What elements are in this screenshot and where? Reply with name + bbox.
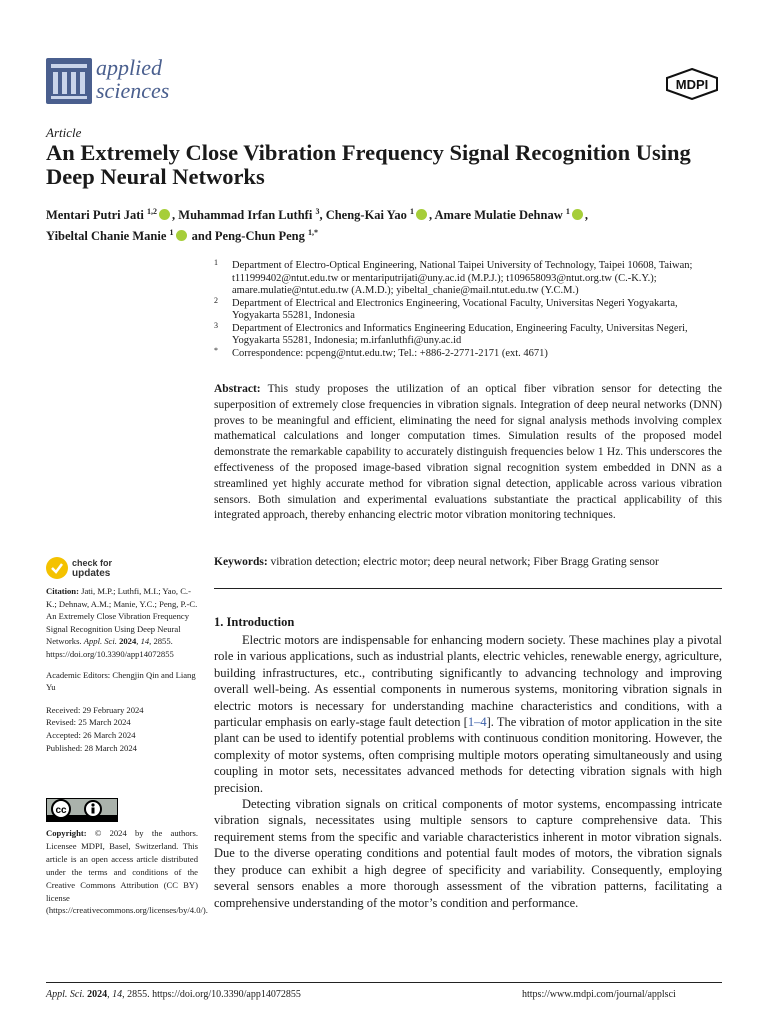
affiliation-text: Department of Electronics and Informatics Engineering Education, Engineering Faculty, Universitas Negeri, Yogyakarta 55281, Indonesia; m.irfanluthfi@uny.ac.id: [232, 322, 688, 346]
author-affiliation-mark: 3: [315, 207, 320, 216]
paragraph-text: ]. The vibration of motor application in the site plant can be used to identify potential problems with continuous condition monitoring. However, the complexity of motor systems, often comprising multiple motors operating simultaneously and using coupling in motor sets, necessitates advanced methods for detecting vibration signals with high precision.: [214, 715, 722, 795]
section-heading: 1. Introduction: [214, 615, 295, 629]
journal-logo-icon: [46, 58, 92, 104]
author-affiliation-mark: 1: [409, 207, 414, 216]
check-for-updates-button[interactable]: [46, 557, 166, 581]
author-name: , Amare Mulatie Dehnaw: [428, 208, 566, 223]
check-updates-line2: updates: [72, 568, 111, 579]
affiliation-mark: 1: [214, 258, 218, 267]
affiliation-text: Department of Electro-Optical Engineering, National Taipei University of Technology, Taipei 10608, Taiwan; t111999402@ntut.edu.tw or mentariputrijati@uny.ac.id (M.P.J.); t109658093@ntut.org.tw (C.-K.Y.); amare.mulatie@ntut.edu.tw (A.M.D.); yibeltal_chanie@mail.ntut.edu.tw (Y.C.M.): [232, 260, 693, 296]
journal-name-line1: applied: [96, 55, 162, 80]
orcid-icon[interactable]: [572, 209, 583, 220]
academic-editors: Academic Editors: Chengjin Qin and Liang Yu: [46, 669, 196, 693]
author-name: Yibeltal Chanie Manie: [46, 229, 170, 244]
date-revised: Revised: 25 March 2024: [46, 717, 131, 728]
section-divider: [214, 588, 722, 589]
affiliation-item: [214, 260, 724, 298]
footer-volume: 14: [112, 989, 123, 1000]
citation-doi: , 2855. https://doi.org/10.3390/app14072855: [46, 636, 174, 659]
abstract: [214, 382, 722, 524]
check-updates-label: [72, 559, 112, 579]
orcid-icon[interactable]: [159, 209, 170, 220]
affiliation-text: Correspondence: pcpeng@ntut.edu.tw; Tel.: +886-2-2771-2171 (ext. 4671): [232, 347, 548, 359]
date-accepted: Accepted: 26 March 2024: [46, 729, 136, 740]
check-updates-icon: [46, 557, 68, 579]
keywords: [214, 555, 722, 570]
author-name: and Peng-Chun Peng: [188, 229, 308, 244]
author-affiliation-mark: 1: [565, 207, 570, 216]
affiliation-mark: 3: [214, 320, 218, 330]
author-list: Mentari Putri Jati $^{1,2}$ , Muhammad Irfan Luthfi $^3$, Cheng-Kai Yao $^1$ , Amare Mulatie Dehnaw $^1$ , Yibeltal Chanie Manie $^1$ and Peng-Chun Peng $^{1,*}$: [46, 207, 588, 244]
affiliation-item: [214, 320, 724, 348]
copyright-text: © 2024 by the authors. Licensee MDPI, Basel, Switzerland. This article is an open access article distributed under the terms and conditions of the Creative Commons Attribution (CC BY) license (https://creativecommons.org/licenses/by/4.0/).: [46, 828, 208, 916]
abstract-text: This study proposes the utilization of an optical fiber vibration sensor for detecting the superposition of extremely close frequencies in vibration signals. Integration of deep neural networks (DNN) proves to be meaningful and efficient, eliminating the need for signal analysis methods involving complex mathematical calculations and longer computation times. Simulation results of the proposed model demonstrate the remarkable capability to accurately distinguish frequencies below 1 Hz. This underscores the effectiveness of the proposed image-based vibration signal recognition system embedded in DNN as a streamlined yet highly accurate method for vibration signal detection, applicable across various vibration sensors. Both simulation and experimental evaluations substantiate the practical applicability of this integrated approach, thereby enhancing electric motor vibration monitoring techniques.: [214, 383, 723, 522]
footer-journal: Appl. Sci.: [46, 989, 85, 1000]
author-name: , Cheng-Kai Yao: [319, 208, 410, 223]
affiliations: [214, 260, 724, 360]
orcid-icon[interactable]: [416, 209, 427, 220]
citation-year: 2024: [119, 636, 137, 647]
journal-url-link[interactable]: https://www.mdpi.com/journal/applsci: [522, 989, 676, 1000]
affiliation-text: Department of Electrical and Electronics Engineering, Vocational Faculty, Universitas Negeri Yogyakarta, Yogyakarta 55281, Indonesia: [232, 297, 678, 321]
citation-text: Jati, M.P.; Luthfi, M.I.; Yao, C.-K.; Dehnaw, A.M.; Manie, Y.C.; Peng, P.-C. An Extremely Close Vibration Frequency Signal Recognition Using Deep Neural Networks.: [46, 586, 198, 647]
orcid-icon[interactable]: [176, 230, 187, 241]
affiliation-mark: 2: [214, 295, 218, 305]
citation: Citation: Jati, M.P.; Luthfi, M.I.; Yao, C.-K.; Dehnaw, A.M.; Manie, Y.C.; Peng, P.-C. An Extremely Close Vibration Frequency Signal Recognition Using Deep Neural Networks. Appl. Sci. 2024, 14, 2855. https://doi.org/10.3390/app14072855: [46, 586, 198, 659]
author-affiliation-mark: 1,*: [307, 228, 318, 238]
author-name: Mentari Putri Jati: [46, 208, 148, 223]
citation-journal: Appl. Sci.: [83, 636, 117, 647]
citation-volume: 14: [140, 636, 150, 647]
author-name: , Muhammad Irfan Luthfi: [172, 208, 316, 223]
copyright-label: Copyright:: [46, 828, 87, 838]
citation-link[interactable]: 1–4: [467, 715, 487, 730]
article-type: Article: [46, 125, 82, 140]
copyright-notice: [46, 827, 208, 917]
publisher-name: MDPI: [675, 77, 709, 92]
author-affiliation-mark: 1: [169, 228, 174, 238]
journal-name: [96, 56, 169, 102]
affiliation-item: [214, 295, 724, 323]
article-info-sidebar: [46, 585, 198, 754]
abstract-label: Abstract:: [214, 383, 261, 395]
introduction-body: [214, 632, 722, 911]
author-affiliation-mark: 1,2: [147, 207, 158, 216]
publisher-logo-icon: [666, 68, 718, 100]
citation-label: Citation:: [46, 586, 79, 596]
paragraph-text: Electric motors are indispensable for enhancing modern society. These machines play a pivotal role in various applications, such as industrial plants, electric vehicles, renewable energy, agriculture, building infrastructures, etc., contributing significantly to advancing technology and improving overall well-being. As essential components in numerous systems, monitoring vibration signals in electric motors is necessary for understanding machine characteristics and conditions, with a particular emphasis on early-stage fault detection [: [214, 633, 722, 730]
footer-doi: , 2855. https://doi.org/10.3390/app14072855: [122, 989, 301, 1000]
paragraph: Detecting vibration signals on critical components of motor systems, encompassing intricate vibration signals, necessitates using multiple sensors to capture comprehensive data. This requirement stems from the specific and variable characteristics inherent in motor vibration signals. Due to the diverse operating conditions and potential fault modes of motors, the vibration signals they produce can exhibit a high degree of specificity and variability. Consequently, employing several sensors enables a more thorough assessment of the vibration patterns, facilitating a comprehensive understanding of the motor’s condition and performance.: [214, 797, 722, 910]
date-published: Published: 28 March 2024: [46, 742, 137, 753]
check-updates-line1: check for: [72, 558, 113, 568]
footer-citation: Appl. Sci. 2024, 14, 2855. https://doi.org/10.3390/app14072855: [46, 989, 301, 1000]
journal-name-line2: sciences: [96, 78, 170, 103]
footer-year: 2024: [87, 989, 108, 1000]
article-title: An Extremely Close Vibration Frequency Signal Recognition Using Deep Neural Networks: [46, 140, 691, 189]
keywords-text: vibration detection; electric motor; deep neural network; Fiber Bragg Grating sensor: [270, 556, 659, 568]
keywords-label: Keywords:: [214, 556, 268, 568]
footer-divider: [46, 982, 722, 983]
date-received: Received: 29 February 2024: [46, 704, 144, 715]
paragraph: [214, 632, 722, 796]
cc-by-license-icon[interactable]: [46, 798, 118, 822]
affiliation-mark: *: [214, 345, 218, 355]
affiliation-item: [214, 345, 724, 361]
svg-text:cc: cc: [55, 805, 67, 816]
